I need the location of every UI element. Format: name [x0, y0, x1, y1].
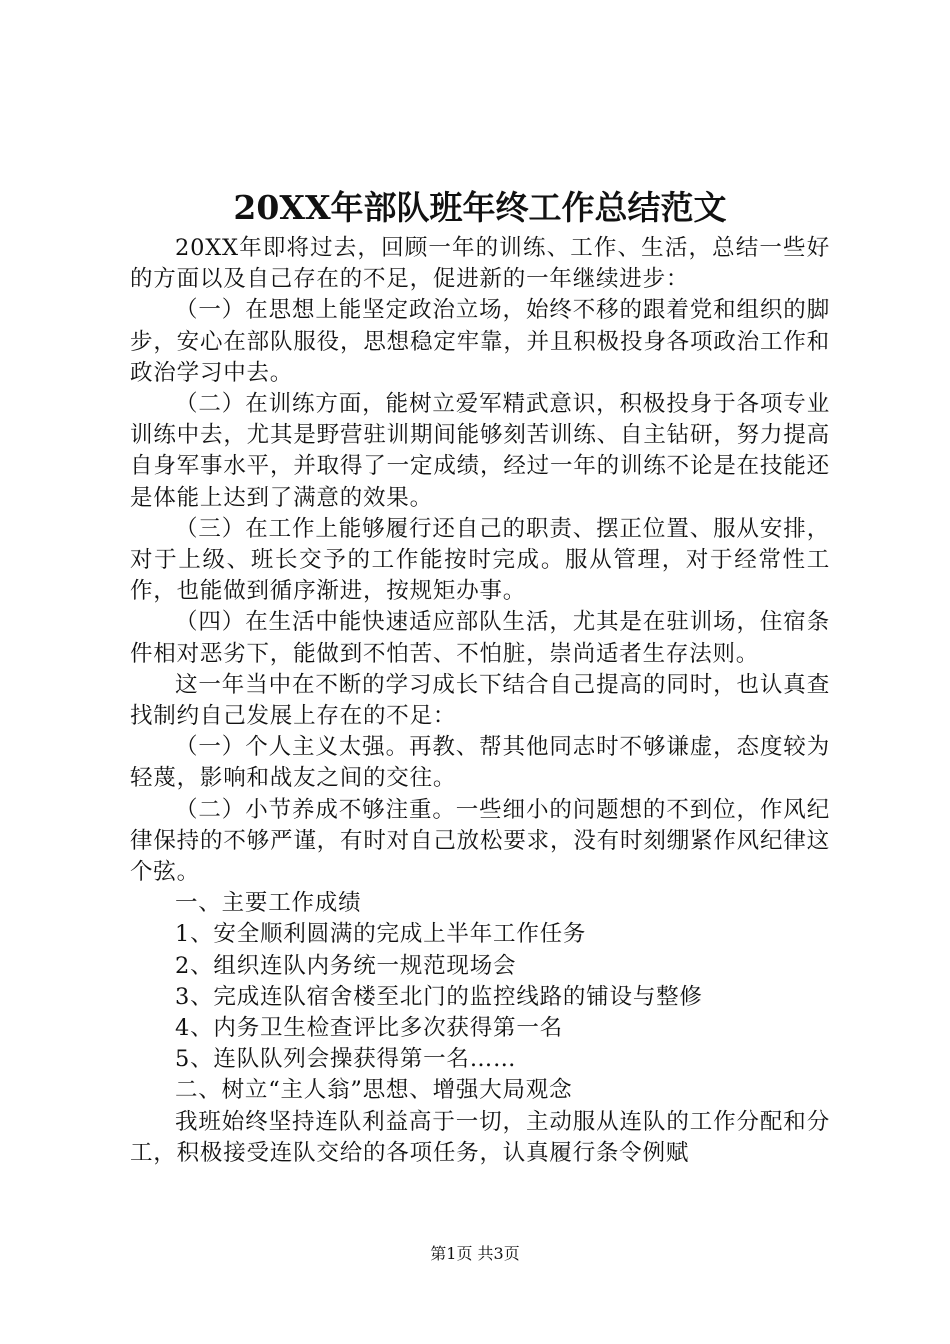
section-heading-achievements: 一、主要工作成绩: [175, 890, 362, 917]
paragraph-item-3: （三）在工作上能够履行还自己的职责、摆正位置、服从安排，对于上级、班长交予的工作能按时完成。服从管理，对于经常性工作，也能做到循序渐进，按规矩办事。: [130, 515, 830, 605]
page-footer: 第1页 共3页: [430, 1244, 520, 1263]
paragraph-item-2: （二）在训练方面，能树立爱军精武意识，积极投身于各项专业训练中去，尤其是野营驻训期间能够刻苦训练、自主钻研，努力提高自身军事水平，并取得了一定成绩，经过一年的训练不论是在技能还是体能上达到了满意的效果。: [130, 391, 830, 511]
paragraph-shortcomings-intro: 这一年当中在不断的学习成长下结合自己提高的同时，也认真查找制约自己发展上存在的不足：: [130, 671, 830, 730]
list-item: 4、内务卫生检查评比多次获得第一名: [175, 1015, 563, 1042]
paragraph-intro: 20XX年即将过去，回顾一年的训练、工作、生活，总结一些好的方面以及自己存在的不足，促进新的一年继续进步：: [130, 235, 830, 293]
paragraph-ownership: 我班始终坚持连队利益高于一切，主动服从连队的工作分配和分工，积极接受连队交给的各项任务，认真履行条令例赋: [130, 1108, 830, 1166]
list-item: 3、完成连队宿舍楼至北门的监控线路的铺设与整修: [175, 983, 703, 1010]
paragraph-shortcoming-1: （一）个人主义太强。再教、帮其他同志时不够谦虚，态度较为轻蔑，影响和战友之间的交往。: [130, 734, 830, 792]
list-item: 2、组织连队内务统一规范现场会: [175, 952, 517, 979]
paragraph-shortcoming-2: （二）小节养成不够注重。一些细小的问题想的不到位，作风纪律保持的不够严谨，有时对自己放松要求，没有时刻绷紧作风纪律这个弦。: [130, 796, 830, 886]
list-item: 1、安全顺利圆满的完成上半年工作任务: [175, 921, 587, 948]
paragraph-item-1: （一）在思想上能坚定政治立场，始终不移的跟着党和组织的脚步，安心在部队服役，思想稳定牢靠，并且积极投身各项政治工作和政治学习中去。: [130, 297, 830, 386]
document-body: [130, 233, 830, 1169]
section-heading-ownership: 二、树立“主人翁”思想、增强大局观念: [175, 1077, 573, 1104]
document-page: [130, 183, 830, 1169]
paragraph-item-4: （四）在生活中能快速适应部队生活，尤其是在驻训场，住宿条件相对恶劣下，能做到不怕苦、不怕脏，崇尚适者生存法则。: [130, 609, 830, 667]
document-title: 20XX年部队班年终工作总结范文: [233, 188, 727, 227]
list-item: 5、连队队列会操获得第一名……: [175, 1046, 517, 1073]
